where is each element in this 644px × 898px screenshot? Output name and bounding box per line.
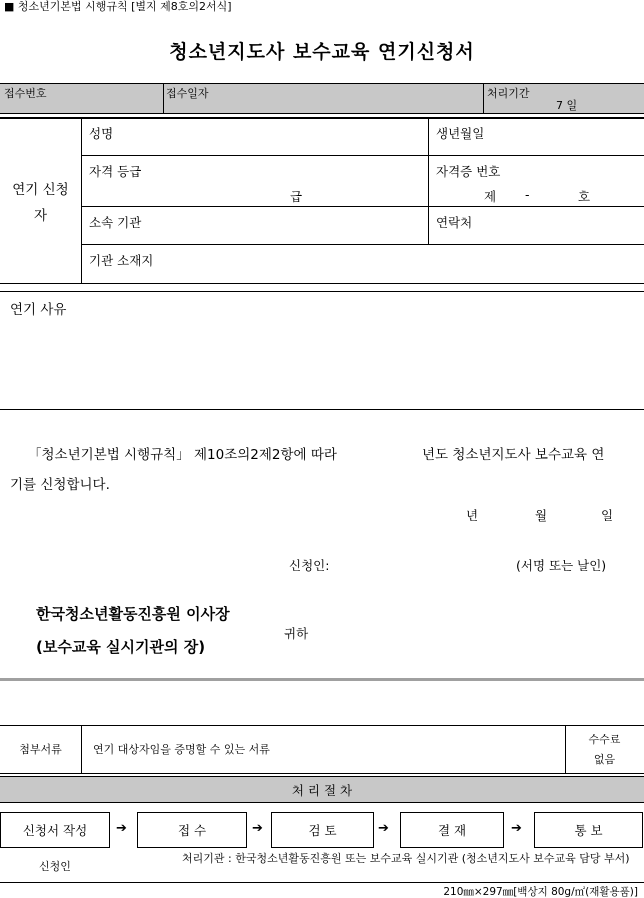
procedure-title: 처 리 절 차 (291, 782, 353, 798)
contact-label: 연락처 (436, 215, 473, 230)
applicant-section-label-cont: 자 (33, 208, 48, 224)
date-year-label: 년 (466, 508, 479, 523)
certificate-number-label: 자격증 번호 (436, 164, 501, 179)
page-title: 청소년지도사 보수교육 연기신청서 (169, 41, 475, 63)
certificate-suffix: 호 (578, 189, 591, 204)
organization-label: 소속 기관 (89, 215, 142, 230)
arrow-icon: ➔ (252, 821, 263, 836)
declaration-text-line2: 기를 신청합니다. (10, 477, 110, 493)
grade-unit: 급 (290, 189, 303, 204)
processing-authority: 처리기관 : 한국청소년활동진흥원 또는 보수교육 실시기관 (청소년지도사 보수교육 담당 부서) (182, 852, 630, 865)
birthdate-label: 생년월일 (436, 126, 485, 141)
recipient-title: 한국청소년활동진흥원 이사장 (36, 605, 230, 623)
step-notification: 통 보 (534, 812, 643, 848)
processing-period-value: 7 일 (556, 99, 578, 112)
procedure-header (0, 776, 644, 803)
step-application: 신청서 작성 (0, 812, 110, 848)
receipt-date-label: 접수일자 (166, 87, 209, 100)
date-month-label: 월 (535, 508, 548, 523)
arrow-icon: ➔ (378, 821, 389, 836)
declaration-text: 「청소년기본법 시행규칙」 제10조의2제2항에 따라 (28, 447, 337, 463)
step-receipt: 접 수 (137, 812, 247, 848)
fee-label: 수수료 (588, 733, 621, 746)
paper-spec: 210㎜×297㎜[백상지 80g/㎡(재활용품)] (443, 886, 638, 898)
applicant-section-label: 연기 신청 (12, 182, 69, 198)
recipient-subtitle: (보수교육 실시기관의 장) (36, 638, 206, 656)
form-reference: ■ 청소년기본법 시행규칙 [별지 제8호의2서식] (4, 0, 232, 13)
receipt-row (0, 83, 644, 113)
receipt-number-label: 접수번호 (4, 87, 47, 100)
postponement-reason-label: 연기 사유 (10, 302, 67, 318)
processing-period-label: 처리기간 (487, 87, 530, 100)
applicant-signature-label: 신청인: (289, 558, 330, 573)
name-label: 성명 (89, 126, 114, 141)
attachments-label: 첨부서류 (19, 743, 62, 756)
step-review: 검 토 (271, 812, 374, 848)
arrow-icon: ➔ (511, 821, 522, 836)
qualification-grade-label: 자격 등급 (89, 164, 142, 179)
certificate-dash: - (525, 187, 530, 202)
honorific: 귀하 (284, 626, 309, 641)
step-approval: 결 재 (400, 812, 504, 848)
date-day-label: 일 (601, 508, 614, 523)
applicant-role-label: 신청인 (39, 860, 71, 873)
organization-address-label: 기관 소재지 (89, 253, 154, 268)
certificate-prefix: 제 (484, 189, 497, 204)
sign-or-seal-note: (서명 또는 날인) (516, 558, 607, 573)
attachments-content: 연기 대상자임을 증명할 수 있는 서류 (93, 743, 270, 756)
fee-value: 없음 (593, 753, 616, 766)
arrow-icon: ➔ (116, 821, 127, 836)
declaration-text-cont: 년도 청소년지도사 보수교육 연 (422, 447, 605, 463)
